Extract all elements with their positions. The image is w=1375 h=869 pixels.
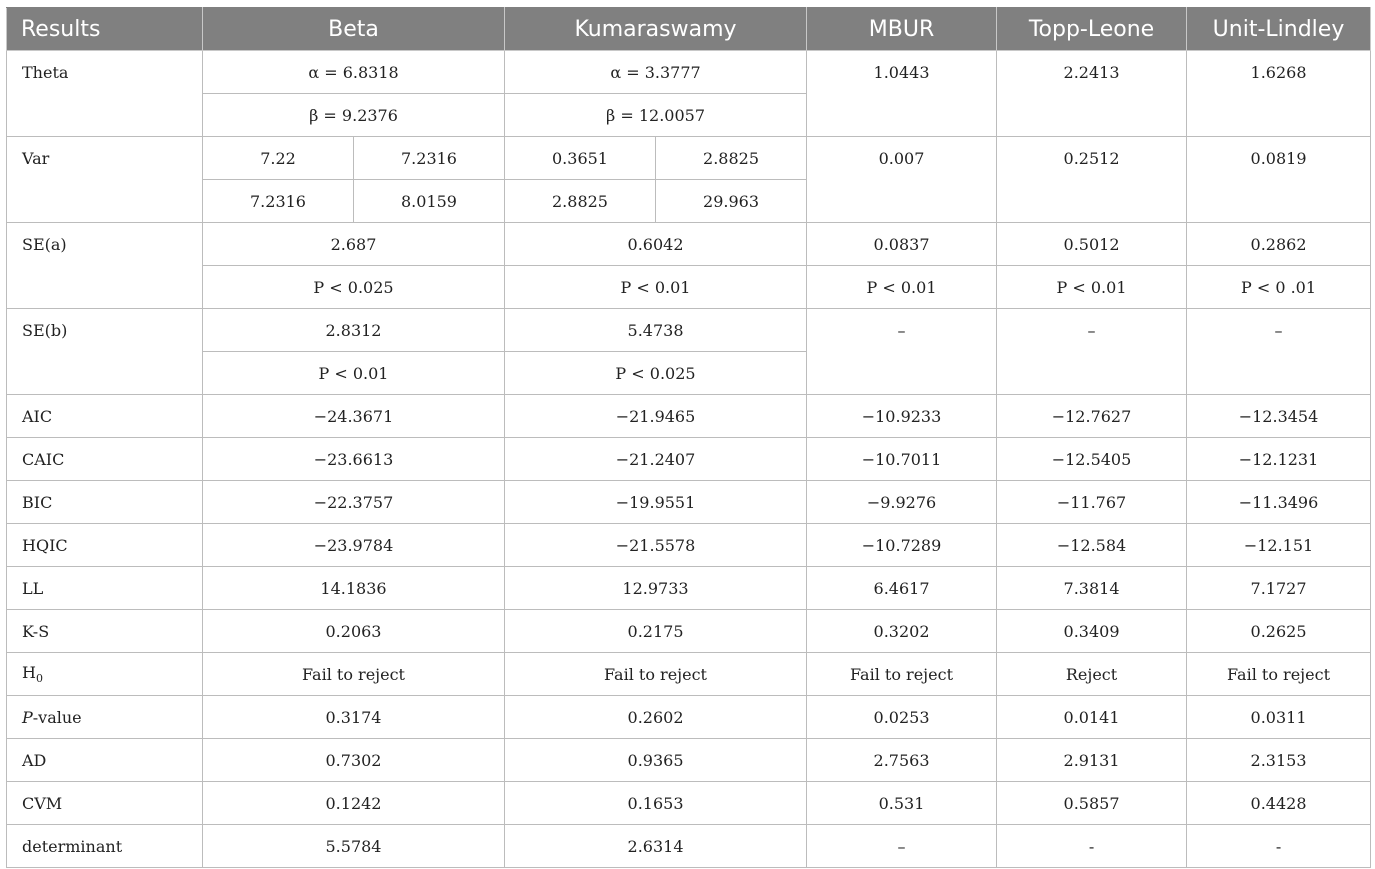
table-row-h0 [7,653,1371,696]
cell-var-topp: 0.2512 [997,137,1187,223]
cell-se-b-beta: 2.8312 [203,309,505,352]
cell-se-a-unit-p: P < 0 .01 [1187,266,1371,309]
cell-ad-topp: 2.9131 [997,739,1187,782]
cell-bic-mbur: −9.9276 [807,481,997,524]
cell-cvm-beta: 0.1242 [203,782,505,825]
row-label-ad: AD [7,739,203,782]
cell-se-b-beta-p: P < 0.01 [203,352,505,395]
cell-se-b-mbur: – [807,309,997,395]
cell-ks-kum: 0.2175 [505,610,807,653]
cell-ks-mbur: 0.3202 [807,610,997,653]
row-label-hqic: HQIC [7,524,203,567]
cell-ll-topp: 7.3814 [997,567,1187,610]
cell-caic-unit: −12.1231 [1187,438,1371,481]
cell-var-unit: 0.0819 [1187,137,1371,223]
cell-se-a-beta-p: P < 0.025 [203,266,505,309]
header-row [7,8,1371,51]
cell-determinant-mbur: – [807,825,997,868]
cell-se-a-mbur-p: P < 0.01 [807,266,997,309]
row-label-caic: CAIC [7,438,203,481]
cell-hqic-mbur: −10.7289 [807,524,997,567]
cell-se-b-unit: – [1187,309,1371,395]
cell-se-b-kum: 5.4738 [505,309,807,352]
cell-ll-beta: 14.1836 [203,567,505,610]
cell-theta-beta-alpha: α = 6.8318 [203,51,505,94]
cell-theta-unit: 1.6268 [1187,51,1371,137]
cell-pvalue-mbur: 0.0253 [807,696,997,739]
cell-cvm-kum: 0.1653 [505,782,807,825]
cell-ks-unit: 0.2625 [1187,610,1371,653]
cell-h0-beta: Fail to reject [203,653,505,696]
header-mbur: MBUR [807,8,997,51]
cell-theta-mbur: 1.0443 [807,51,997,137]
cell-theta-topp: 2.2413 [997,51,1187,137]
cell-bic-topp: −11.767 [997,481,1187,524]
cell-aic-beta: −24.3671 [203,395,505,438]
cell-ad-unit: 2.3153 [1187,739,1371,782]
cell-determinant-kum: 2.6314 [505,825,807,868]
cell-h0-topp: Reject [997,653,1187,696]
cell-caic-mbur: −10.7011 [807,438,997,481]
cell-aic-mbur: −10.9233 [807,395,997,438]
table-row-ad [7,739,1371,782]
cell-var-beta-22: 8.0159 [354,180,505,223]
cell-ks-beta: 0.2063 [203,610,505,653]
row-label-determinant: determinant [7,825,203,868]
row-label-aic: AIC [7,395,203,438]
cell-var-mbur: 0.007 [807,137,997,223]
cell-h0-mbur: Fail to reject [807,653,997,696]
cell-theta-beta-beta: β = 9.2376 [203,94,505,137]
header-unit-lindley: Unit-Lindley [1187,8,1371,51]
cell-hqic-beta: −23.9784 [203,524,505,567]
cell-var-beta-21: 7.2316 [203,180,354,223]
header-kumaraswamy: Kumaraswamy [505,8,807,51]
cell-bic-beta: −22.3757 [203,481,505,524]
cell-se-b-topp: – [997,309,1187,395]
row-label-ks: K-S [7,610,203,653]
table-row-var [7,137,1371,180]
table-row-ll [7,567,1371,610]
results-table [6,7,1371,868]
header-results: Results [7,8,203,51]
cell-se-a-topp-p: P < 0.01 [997,266,1187,309]
cell-ll-kum: 12.9733 [505,567,807,610]
h0-label-sub: 0 [35,672,43,686]
cell-ad-kum: 0.9365 [505,739,807,782]
header-topp-leone: Topp-Leone [997,8,1187,51]
cell-ll-mbur: 6.4617 [807,567,997,610]
row-label-bic: BIC [7,481,203,524]
cell-hqic-unit: −12.151 [1187,524,1371,567]
cell-se-a-mbur: 0.0837 [807,223,997,266]
row-label-h0 [7,653,203,696]
cell-se-a-unit: 0.2862 [1187,223,1371,266]
table-row-pvalue [7,696,1371,739]
cell-ad-beta: 0.7302 [203,739,505,782]
cell-cvm-topp: 0.5857 [997,782,1187,825]
cell-aic-topp: −12.7627 [997,395,1187,438]
cell-var-kum-12: 2.8825 [656,137,807,180]
row-label-se-b: SE(b) [7,309,203,395]
cell-pvalue-topp: 0.0141 [997,696,1187,739]
cell-hqic-kum: −21.5578 [505,524,807,567]
pvalue-label-p: P [22,707,33,727]
table-row-bic [7,481,1371,524]
cell-determinant-beta: 5.5784 [203,825,505,868]
table-row-se-b [7,309,1371,352]
cell-theta-kum-alpha: α = 3.3777 [505,51,807,94]
cell-se-a-beta: 2.687 [203,223,505,266]
cell-se-a-kum-p: P < 0.01 [505,266,807,309]
table-row-caic [7,438,1371,481]
table-row-hqic [7,524,1371,567]
cell-var-kum-11: 0.3651 [505,137,656,180]
row-label-ll: LL [7,567,203,610]
row-label-pvalue [7,696,203,739]
table-row-aic [7,395,1371,438]
cell-aic-kum: −21.9465 [505,395,807,438]
cell-caic-kum: −21.2407 [505,438,807,481]
cell-determinant-unit: - [1187,825,1371,868]
cell-caic-beta: −23.6613 [203,438,505,481]
cell-se-b-kum-p: P < 0.025 [505,352,807,395]
cell-var-kum-22: 29.963 [656,180,807,223]
cell-cvm-unit: 0.4428 [1187,782,1371,825]
row-label-se-a: SE(a) [7,223,203,309]
table-row-determinant [7,825,1371,868]
cell-h0-kum: Fail to reject [505,653,807,696]
cell-se-a-kum: 0.6042 [505,223,807,266]
cell-pvalue-kum: 0.2602 [505,696,807,739]
cell-var-beta-12: 7.2316 [354,137,505,180]
row-label-cvm: CVM [7,782,203,825]
cell-var-beta-11: 7.22 [203,137,354,180]
cell-hqic-topp: −12.584 [997,524,1187,567]
cell-caic-topp: −12.5405 [997,438,1187,481]
cell-h0-unit: Fail to reject [1187,653,1371,696]
cell-bic-kum: −19.9551 [505,481,807,524]
table-row-se-a-p [7,266,1371,309]
cell-se-a-topp: 0.5012 [997,223,1187,266]
cell-pvalue-unit: 0.0311 [1187,696,1371,739]
cell-bic-unit: −11.3496 [1187,481,1371,524]
cell-ks-topp: 0.3409 [997,610,1187,653]
cell-aic-unit: −12.3454 [1187,395,1371,438]
cell-theta-kum-beta: β = 12.0057 [505,94,807,137]
table-row-cvm [7,782,1371,825]
cell-ll-unit: 7.1727 [1187,567,1371,610]
cell-var-kum-21: 2.8825 [505,180,656,223]
table-row-theta [7,51,1371,94]
pvalue-label-rest: -value [32,707,82,727]
table-row-ks [7,610,1371,653]
cell-ad-mbur: 2.7563 [807,739,997,782]
h0-label-main: H [22,662,36,682]
header-beta: Beta [203,8,505,51]
cell-pvalue-beta: 0.3174 [203,696,505,739]
cell-cvm-mbur: 0.531 [807,782,997,825]
row-label-theta: Theta [7,51,203,137]
cell-determinant-topp: - [997,825,1187,868]
row-label-var: Var [7,137,203,223]
table-row-se-a [7,223,1371,266]
